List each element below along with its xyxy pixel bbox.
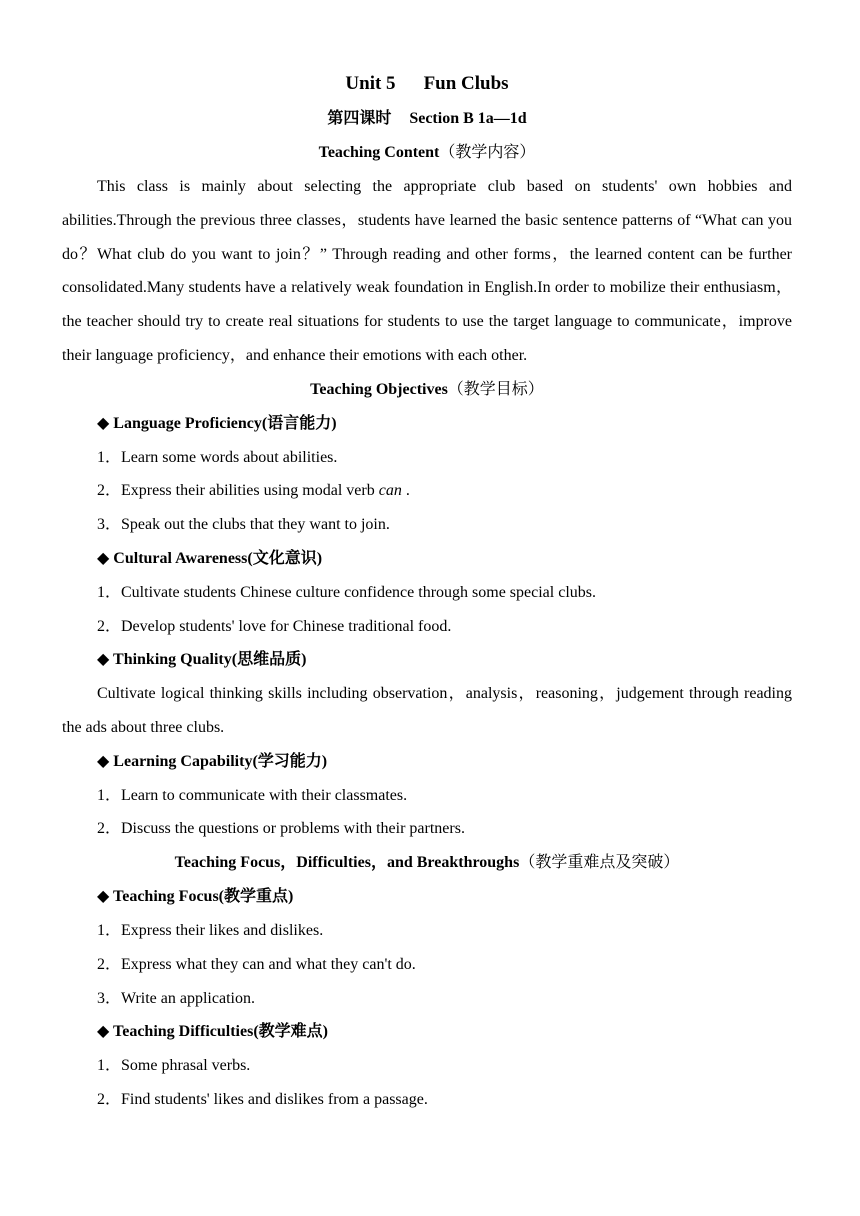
list-item-text: 2．Express their abilities using modal verb	[97, 482, 379, 500]
lesson-subtitle	[62, 102, 792, 136]
section-label: Section B 1a—1d	[409, 110, 527, 127]
list-item: 1．Learn to communicate with their classmates.	[97, 786, 408, 804]
list-item: 3．Speak out the clubs that they want to join.	[97, 516, 390, 534]
teaching-content-heading-en: Teaching Content	[318, 144, 440, 161]
language-proficiency-heading: ◆ Language Proficiency(语言能力)	[97, 414, 337, 432]
teaching-objectives-heading-cn: （教学目标）	[447, 380, 544, 398]
modal-verb-emphasis: can	[378, 482, 402, 500]
list-item: 1．Some phrasal verbs.	[97, 1057, 251, 1075]
teaching-content-heading	[62, 136, 792, 170]
teaching-difficulties-subheading: ◆ Teaching Difficulties(教学难点)	[97, 1023, 328, 1041]
cultural-awareness-heading: ◆ Cultural Awareness(文化意识)	[97, 549, 323, 567]
list-item: 2．Express what they can and what they can't do.	[97, 955, 416, 973]
thinking-quality-heading: ◆ Thinking Quality(思维品质)	[97, 651, 307, 669]
learning-capability-heading: ◆ Learning Capability(学习能力)	[97, 752, 328, 770]
list-item-end: .	[401, 482, 410, 500]
unit-number: Unit 5	[345, 73, 396, 94]
teaching-focus-heading-cn: （教学重难点及突破）	[519, 854, 680, 872]
unit-title	[62, 66, 792, 102]
teaching-objectives-heading	[62, 373, 792, 407]
teaching-objectives-heading-en: Teaching Objectives	[310, 380, 448, 398]
teaching-content-paragraph: This class is mainly about selecting the appropriate club based on students' own hobbies and abilities.Through the previous three classes，students have learned the basic sentence patterns of “What can you do？What club do you want to join？” Through reading and other forms，the learned content can be further consolidated.Many students have a relatively weak foundation in English.In order to mobilize their enthusiasm， the teacher should try to create real situations for students to use the target language to communicate，improve their language proficiency，and enhance their emotions with each other.	[62, 178, 792, 364]
lesson-label: 第四课时	[327, 110, 392, 127]
list-item: 2．Find students' likes and dislikes from a passage.	[97, 1090, 428, 1108]
list-item: 1．Learn some words about abilities.	[97, 448, 338, 466]
list-item: 2．Develop students' love for Chinese traditional food.	[97, 617, 452, 635]
list-item: 1．Cultivate students Chinese culture confidence through some special clubs.	[97, 583, 596, 601]
teaching-focus-subheading: ◆ Teaching Focus(教学重点)	[97, 888, 294, 906]
list-item	[62, 474, 792, 508]
teaching-content-heading-cn: （教学内容）	[439, 144, 536, 161]
unit-name: Fun Clubs	[423, 73, 509, 94]
list-item: 2．Discuss the questions or problems with their partners.	[97, 820, 465, 838]
list-item: 1．Express their likes and dislikes.	[97, 921, 324, 939]
list-item: 3．Write an application.	[97, 989, 255, 1007]
teaching-focus-heading-en: Teaching Focus，Difficulties，and Breakthroughs	[174, 854, 520, 872]
thinking-quality-paragraph: Cultivate logical thinking skills including observation，analysis，reasoning，judgement through reading the ads about three clubs.	[62, 685, 792, 736]
teaching-focus-heading	[62, 846, 792, 880]
document-page	[62, 66, 792, 1117]
